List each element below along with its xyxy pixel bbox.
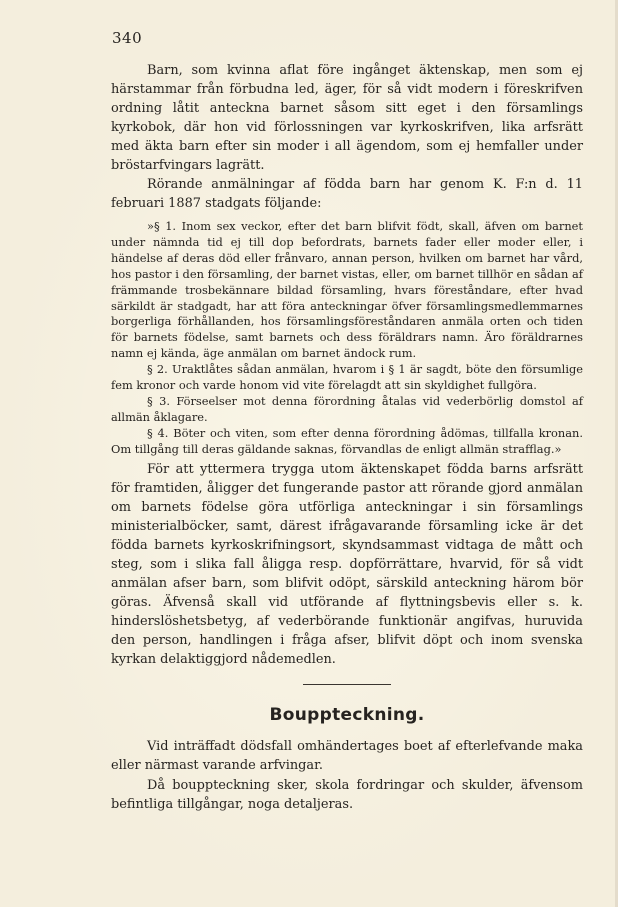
paragraph-estate-inventory: Då bouppteckning sker, skola fordringar och skulder, äfvensom befintliga tillgångar, noga detaljeras. — [111, 777, 583, 813]
paragraph-birth-notification-intro: Rörande anmälningar af födda barn har genom K. F:n d. 11 februari 1887 stadgats följande: — [111, 177, 583, 211]
page-body — [111, 61, 583, 815]
paragraph-inheritance-rights: Barn, som kvinna aflat före ingånget äktenskap, men som ej härstammar från förbudna led, äger, för så vidt modern i föreskrifven ordning låtit anteckna barnet såsom sitt eget i den församlings kyrkobok, där hon vid förlossningen var kyrkoskrifven, lika arfsrätt med äkta barn efter sin moder i all ägendom, som ej hemfaller under bröstarfvingars lagrätt. — [111, 63, 583, 173]
page-number: 340 — [112, 29, 143, 47]
quoted-ordinance — [111, 219, 583, 458]
ordinance-section-4: § 4. Böter och viten, som efter denna förordning ådömas, tillfalla kronan. Om tillgång till deras gäldande saknas, förvandlas de enligt allmän strafflag.» — [111, 425, 583, 456]
ordinance-section-2: § 2. Uraktlåtes sådan anmälan, hvarom i § 1 är sagdt, böte den försumlige fem kronor och varde honom vid vite förelagdt att sin skyldighet fullgöra. — [111, 362, 583, 393]
section-divider — [303, 684, 391, 685]
ordinance-section-1: »§ 1. Inom sex veckor, efter det barn blifvit födt, skall, äfven om barnet under nämnda tid ej till dop befordrats, barnets fader eller moder eller, i händelse af deras död eller frånvaro, annan person, hvilken om barnet har vård, hos pastor i den församling, der barnet vistas, eller, om barnet tillhör en sådan af främmande trosbekännare bildad församling, hvars föreståndare, efter hvad särkildt är stadgadt, har att föra anteckningar öfver församlingsmedlemmarnes borgerliga förhållanden, hos församlingsföreståndaren anmäla orten och tiden för barnets födelse, samt barnets och dess föräldrars namn. Äro föräldrarnes namn ej kända, äge anmälan om barnet ändock rum. — [111, 219, 583, 361]
ordinance-section-3: § 3. Förseelser mot denna förordning åtalas vid vederbörlig domstol af allmän åklagare. — [111, 393, 583, 424]
paragraph-pastor-duties: För att yttermera trygga utom äktenskapet födda barns arfsrätt för framtiden, åligger det fungerande pastor att rörande gjord anmälan om barnets födelse göra utförliga anteckningar i sin församlings ministerialböcker, samt, därest ifrågavarande församling icke är det födda barnets kyrkoskrifningsort, skyndsammast vidtaga de mått och steg, som i slika fall åligga resp. dopförrättare, hvarvid, för så vidt anmälan afser barn, som blifvit odöpt, särskild anteckning härom bör göras. Äfvenså skall vid utförande af flyttningsbevis eller s. k. hinderslöshetsbetyg, af vederbörande funktionär angifvas, huruvida den person, handlingen i fråga afser, blifvit döpt och inom svenska kyrkan delaktiggjord nådemedlen. — [111, 461, 583, 667]
section-heading: Bouppteckning. — [269, 704, 425, 725]
paragraph-estate-custody: Vid inträffadt dödsfall omhändertages boet af efterlefvande maka eller närmast varande arfvingar. — [111, 738, 583, 774]
